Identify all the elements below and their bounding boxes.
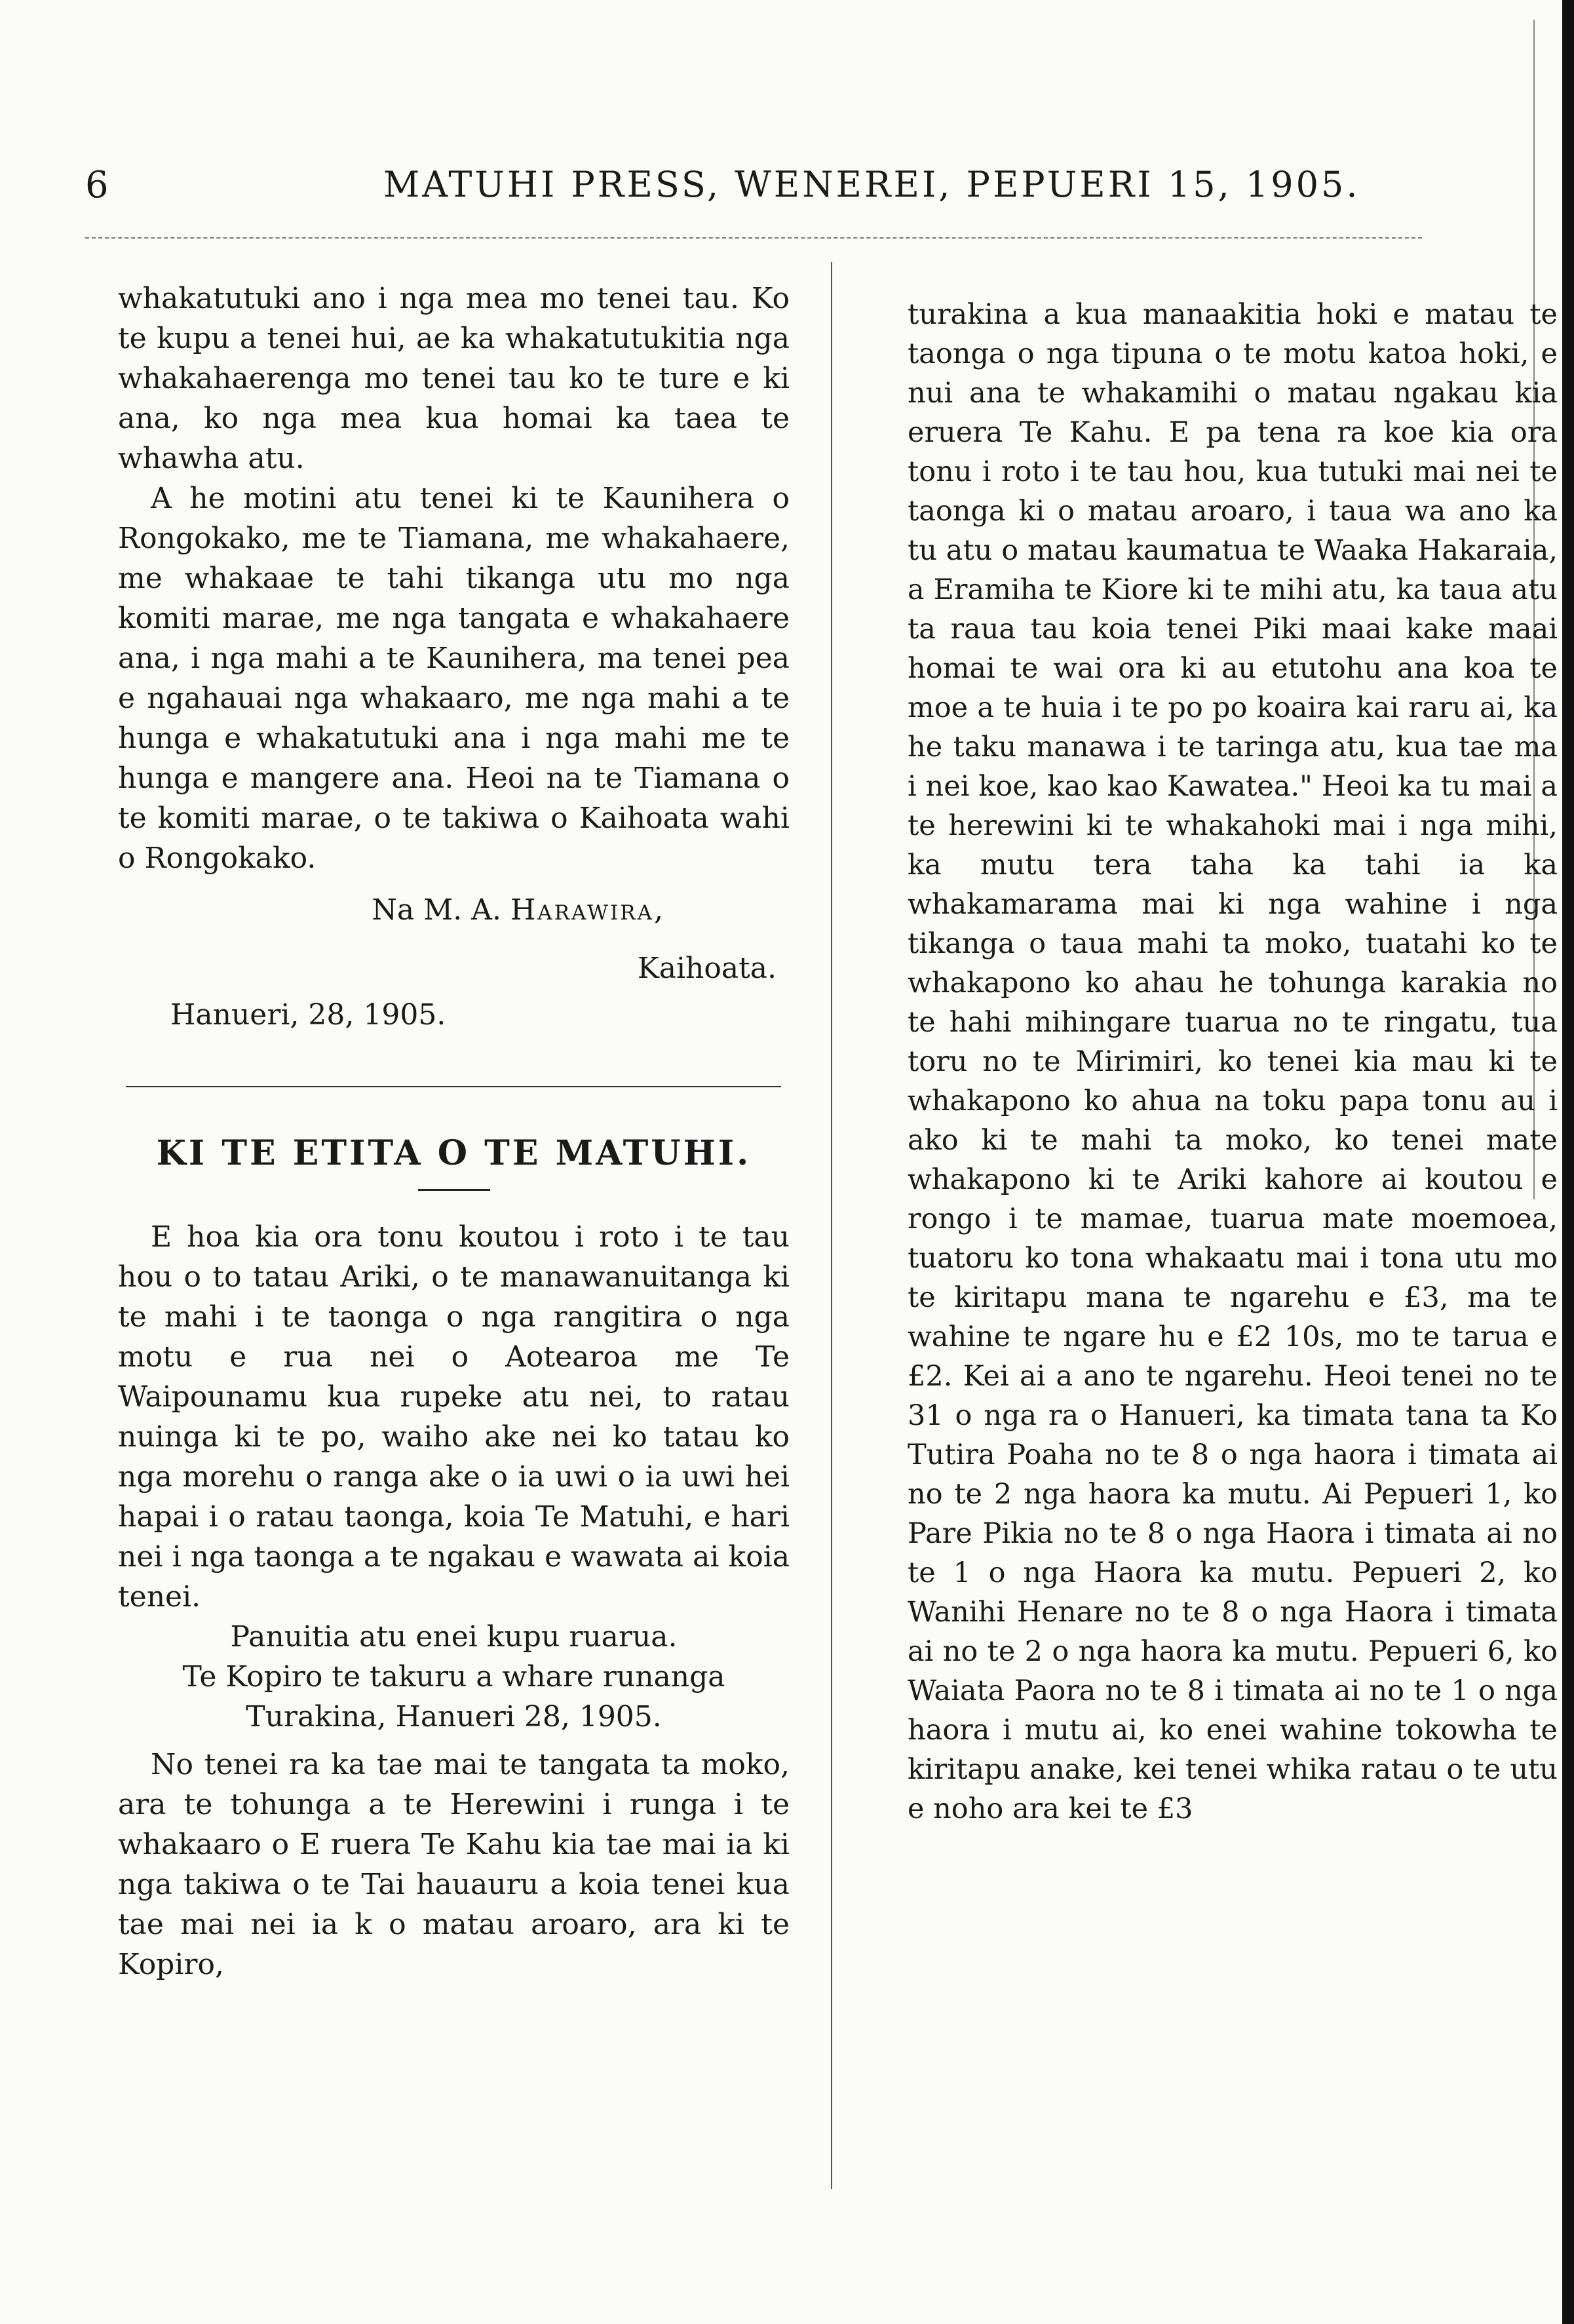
letter-paragraph: Panuitia atu enei kupu ruarua. xyxy=(230,1620,678,1654)
signature-date: Hanueri, 28, 1905. xyxy=(170,998,446,1032)
letter-dateline: Te Kopiro te takuru a whare runanga xyxy=(182,1660,725,1694)
heading-underline xyxy=(418,1189,490,1191)
signature-name: Harawira, xyxy=(510,893,665,927)
page-number: 6 xyxy=(85,164,111,206)
section-divider xyxy=(126,1086,781,1087)
page-header xyxy=(85,164,1396,223)
article-paragraph: whakatutuki ano i nga mea mo tenei tau. Ko te kupu a tenei hui, ae ka whakatutukitia nga whakahaerenga mo tenei tau ko te ture e ki ana, ko nga mea kua homai ka taea te whawha atu. xyxy=(118,282,790,475)
page-edge xyxy=(1562,0,1574,2324)
signature-block xyxy=(118,890,790,1035)
letter-paragraph: E hoa kia ora tonu koutou i roto i te tau hou o to tatau Ariki, o te manawanuitanga ki te mahi i te taonga o nga rangitira o nga motu e rua nei o Aotearoa me Te Waipounamu kua rupeke atu nei, to ratau nuinga ki te po, waiho ake nei ko tatau ko nga morehu o ranga ake o ia uwi o ia uwi hei hapai i o ratau taonga, koia Te Matuhi, e hari nei i nga taonga a te ngakau e wawata ai koia tenei. xyxy=(118,1220,790,1614)
column-divider xyxy=(831,262,832,2189)
signature-place: Kaihoata. xyxy=(637,952,777,985)
left-column xyxy=(118,279,790,1985)
letter-dateline: Turakina, Hanueri 28, 1905. xyxy=(246,1700,662,1733)
signature-line xyxy=(118,890,790,930)
header-rule xyxy=(85,237,1422,239)
right-column xyxy=(908,295,1558,1829)
section-heading: KI TE ETITA O TE MATUHI. xyxy=(156,1133,752,1173)
letter-paragraph: turakina a kua manaakitia hoki e matau te taonga o nga tipuna o te motu katoa hoki, e nui ana te whakamihi o matau ngakau kia eruera Te Kahu. E pa tena ra koe kia ora tonu i roto i te tau hou, kua tutuki mai nei te taonga ki o matau aroaro, i taua wa ano ka tu atu o matau kaumatua te Waaka Hakaraia, a Eramiha te Kiore ki te mihi atu, ka taua atu ta raua tau koia tenei Piki maai kake maai homai te wai ora ki au etutohu ana koa te moe a te huia i te po po koaira kai raru ai, ka he taku manawa i te taringa atu, kua tae ma i nei koe, kao kao Kawatea." Heoi ka tu mai a te herewini ki te whakahoki mai i nga mihi, ka mutu tera taha ka tahi ia ka whakamarama mai ki nga wahine i nga tikanga o taua mahi ta moko, tuatahi ko te whakapono ko ahau he tohunga karakia no te hahi mihingare tuarua no te ringatu, tua toru no te Mirimiri, ko tenei kia mau ki te whakapono ko ahua na toku papa tonu au i ako ki te mahi ta moko, ko tenei mate whakapono ki te Ariki kahore ai koutou e rongo i te mamae, tuarua mate moemoea, tuatoru ko tona whakaatu mai i tona utu mo te kiritapu mana te ngarehu e £3, ma te wahine te ngare hu e £2 10s, mo te tarua e £2. Kei ai a ano te ngarehu. Heoi tenei no te 31 o nga ra o Hanueri, ka timata tana ta Ko Tutira Poaha no te 8 o nga haora i timata ai no te 2 nga haora ka mutu. Ai Pepueri 1, ko Pare Pikia no te 8 o nga Haora i timata ai no te 1 o nga Haora ka mutu. Pepueri 2, ko Wanihi Henare no te 8 o nga Haora i timata ai no te 2 o nga haora ka mutu. Pepueri 6, ko Waiata Paora no te 8 i timata ai no te 1 o nga haora i mutu ai, ko enei wahine tokowha te kiritapu anake, kei tenei whika ratau o te utu e noho ara kei te £3 xyxy=(908,298,1558,1825)
signature-prefix: Na M. A. xyxy=(372,893,501,927)
masthead-title: MATUHI PRESS, WENEREI, PEPUERI 15, 1905. xyxy=(383,164,1360,205)
article-paragraph: A he motini atu tenei ki te Kaunihera o Rongokako, me te Tiamana, me whakahaere, me whakaae te tahi tikanga utu mo nga komiti marae, me nga tangata e whakahaere ana, i nga mahi a te Kaunihera, ma tenei pea e ngahauai nga whakaaro, me nga mahi a te hunga e whakatutuki ana i nga mahi me te hunga e mangere ana. Heoi na te Tiamana o te komiti marae, o te takiwa o Kaihoata wahi o Rongokako. xyxy=(118,482,790,875)
letter-paragraph: No tenei ra ka tae mai te tangata ta moko, ara te tohunga a te Herewini i runga i te whakaaro o E ruera Te Kahu kia tae mai ia ki nga takiwa o te Tai hauauru a koia tenei kua tae mai nei ia k o matau aroaro, ara ki te Kopiro, xyxy=(118,1748,790,1981)
